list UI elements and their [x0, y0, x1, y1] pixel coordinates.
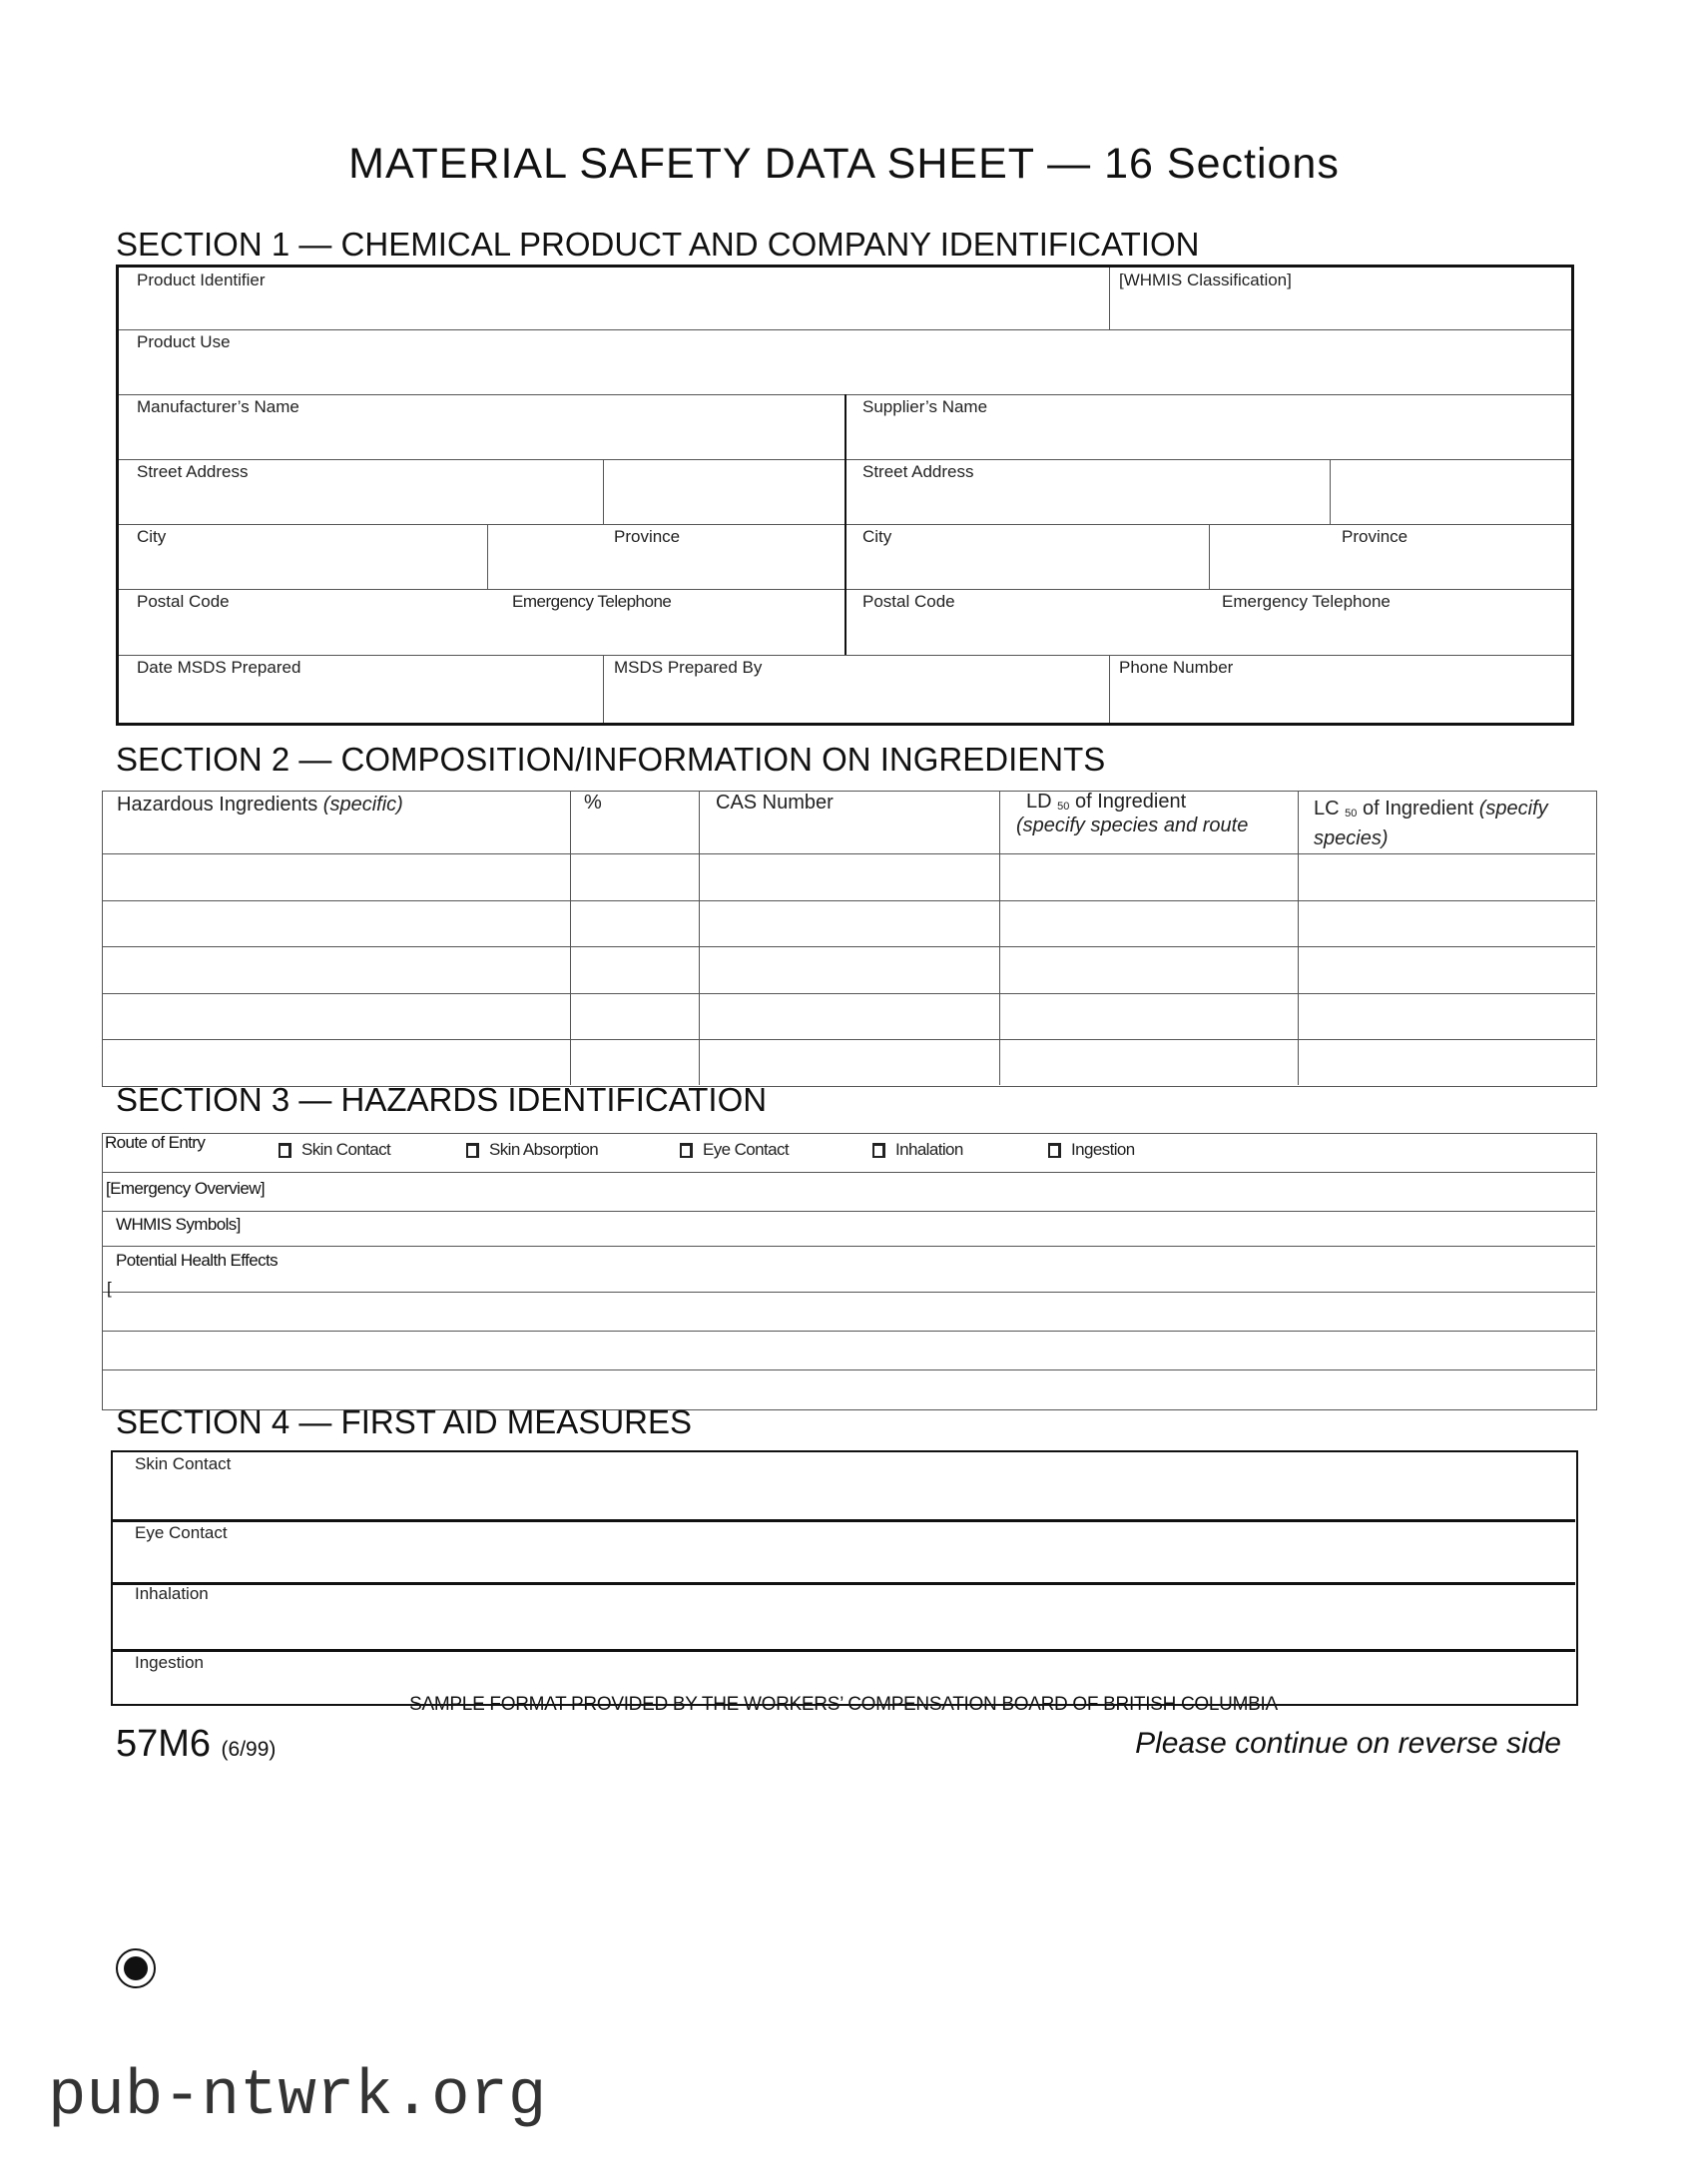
phone-number-field[interactable] — [1109, 655, 1571, 723]
manufacturer-city-label: City — [137, 527, 167, 546]
col-hazardous-ingredients: Hazardous Ingredients (specific) — [117, 794, 403, 816]
ingredient-row-4[interactable] — [103, 993, 1595, 1039]
supplier-province-label: Province — [1342, 527, 1408, 546]
ingredients-table — [102, 791, 1597, 1087]
first-aid-skin-contact-field[interactable] — [113, 1452, 1575, 1519]
page-title: MATERIAL SAFETY DATA SHEET — 16 Sections — [348, 140, 1340, 188]
emergency-overview-label: [Emergency Overview] — [106, 1179, 265, 1198]
manufacturer-province-label: Province — [614, 527, 681, 546]
bracket-mark: [ — [107, 1279, 112, 1298]
supplier-emergency-label: Emergency Telephone — [1222, 592, 1391, 611]
supplier-name-label: Supplier’s Name — [862, 397, 988, 416]
wcb-seal-logo — [116, 1948, 156, 1988]
supplier-postal-label: Postal Code — [862, 592, 955, 611]
route-eye-contact-checkbox[interactable]: Eye Contact — [680, 1140, 789, 1160]
whmis-classification-label: [WHMIS Classification] — [1119, 271, 1292, 289]
checkbox-icon — [466, 1143, 479, 1158]
product-identifier-label: Product Identifier — [137, 271, 266, 289]
manufacturer-city-field[interactable] — [119, 524, 603, 589]
manufacturer-name-field[interactable] — [119, 394, 844, 459]
route-skin-contact-checkbox[interactable]: Skin Contact — [279, 1140, 390, 1160]
first-aid-eye-contact-label: Eye Contact — [135, 1523, 228, 1542]
potential-health-effects-label: Potential Health Effects — [116, 1251, 279, 1270]
ingredient-row-5[interactable] — [103, 1039, 1595, 1085]
section-1-form — [116, 265, 1574, 726]
checkbox-icon — [680, 1143, 693, 1158]
manufacturer-postal-field[interactable] — [119, 589, 487, 655]
manufacturer-name-label: Manufacturer’s Name — [137, 397, 299, 416]
route-inhalation-checkbox[interactable]: Inhalation — [872, 1140, 963, 1160]
first-aid-ingestion-label: Ingestion — [135, 1653, 204, 1672]
section-4-heading: SECTION 4 — FIRST AID MEASURES — [116, 1403, 693, 1440]
whmis-symbols-field[interactable] — [103, 1211, 1595, 1246]
date-prepared-field[interactable] — [119, 655, 603, 723]
hazards-table — [102, 1133, 1597, 1410]
checkbox-icon — [1048, 1143, 1061, 1158]
supplier-city-label: City — [862, 527, 892, 546]
emergency-overview-field[interactable] — [103, 1172, 1595, 1211]
potential-health-effects-field[interactable] — [103, 1246, 1595, 1298]
first-aid-skin-contact-label: Skin Contact — [135, 1454, 232, 1473]
prepared-by-field[interactable] — [603, 655, 1109, 723]
seal-emblem-icon — [124, 1956, 148, 1980]
manufacturer-emergency-field[interactable] — [487, 589, 844, 655]
section-3-heading: SECTION 3 — HAZARDS IDENTIFICATION — [116, 1081, 768, 1118]
col-lc50: LC $_{50}$ of Ingredient (specify species) — [1314, 798, 1548, 849]
ingredient-row-1[interactable] — [103, 853, 1595, 900]
date-prepared-label: Date MSDS Prepared — [137, 658, 301, 677]
section-1-heading: SECTION 1 — CHEMICAL PRODUCT AND COMPANY IDENTIFICATION — [116, 226, 1200, 263]
product-use-label: Product Use — [137, 332, 231, 351]
phone-number-label: Phone Number — [1119, 658, 1234, 677]
first-aid-form — [111, 1450, 1578, 1706]
manufacturer-postal-label: Postal Code — [137, 592, 230, 611]
first-aid-inhalation-label: Inhalation — [135, 1584, 209, 1603]
manufacturer-street-label: Street Address — [137, 462, 249, 481]
route-ingestion-checkbox[interactable]: Ingestion — [1048, 1140, 1135, 1160]
product-identifier-field[interactable] — [119, 268, 1109, 329]
supplier-emergency-field[interactable] — [1209, 589, 1571, 655]
first-aid-eye-contact-field[interactable] — [113, 1522, 1575, 1582]
ingredient-row-3[interactable] — [103, 946, 1595, 993]
product-use-field[interactable] — [119, 329, 1571, 394]
manufacturer-province-field[interactable] — [603, 524, 844, 589]
whmis-symbols-label: WHMIS Symbols] — [116, 1215, 241, 1234]
watermark-text: pub-ntwrk.org — [48, 2061, 547, 2133]
ingredient-row-2[interactable] — [103, 900, 1595, 946]
route-skin-absorption-checkbox[interactable]: Skin Absorption — [466, 1140, 598, 1160]
col-ld50: LD $_{50}$ of Ingredient (specify species and route — [1016, 791, 1249, 837]
supplier-city-field[interactable] — [844, 524, 1330, 589]
footer-credit: SAMPLE FORMAT PROVIDED BY THE WORKERS’ COMPENSATION BOARD OF BRITISH COLUMBIA — [409, 1694, 1278, 1715]
whmis-classification-field[interactable] — [1109, 268, 1571, 329]
checkbox-icon — [872, 1143, 885, 1158]
supplier-name-field[interactable] — [844, 394, 1571, 459]
supplier-province-field[interactable] — [1330, 524, 1571, 589]
form-number: 57M6 (6/99) — [116, 1723, 277, 1765]
supplier-street-label: Street Address — [862, 462, 974, 481]
manufacturer-emergency-label: Emergency Telephone — [512, 592, 672, 611]
col-cas-number: CAS Number — [716, 792, 834, 814]
prepared-by-label: MSDS Prepared By — [614, 658, 763, 677]
col-percent: % — [584, 792, 602, 814]
hazard-line-1[interactable] — [103, 1292, 1595, 1331]
section-2-heading: SECTION 2 — COMPOSITION/INFORMATION ON INGREDIENTS — [116, 741, 1106, 778]
supplier-postal-field[interactable] — [844, 589, 1209, 655]
checkbox-icon — [279, 1143, 291, 1158]
continue-note: Please continue on reverse side — [1135, 1727, 1561, 1760]
first-aid-inhalation-field[interactable] — [113, 1585, 1575, 1649]
route-of-entry-label: Route of Entry — [105, 1133, 206, 1152]
manufacturer-street-field[interactable] — [119, 459, 844, 524]
hazard-line-2[interactable] — [103, 1331, 1595, 1369]
supplier-street-field[interactable] — [844, 459, 1571, 524]
